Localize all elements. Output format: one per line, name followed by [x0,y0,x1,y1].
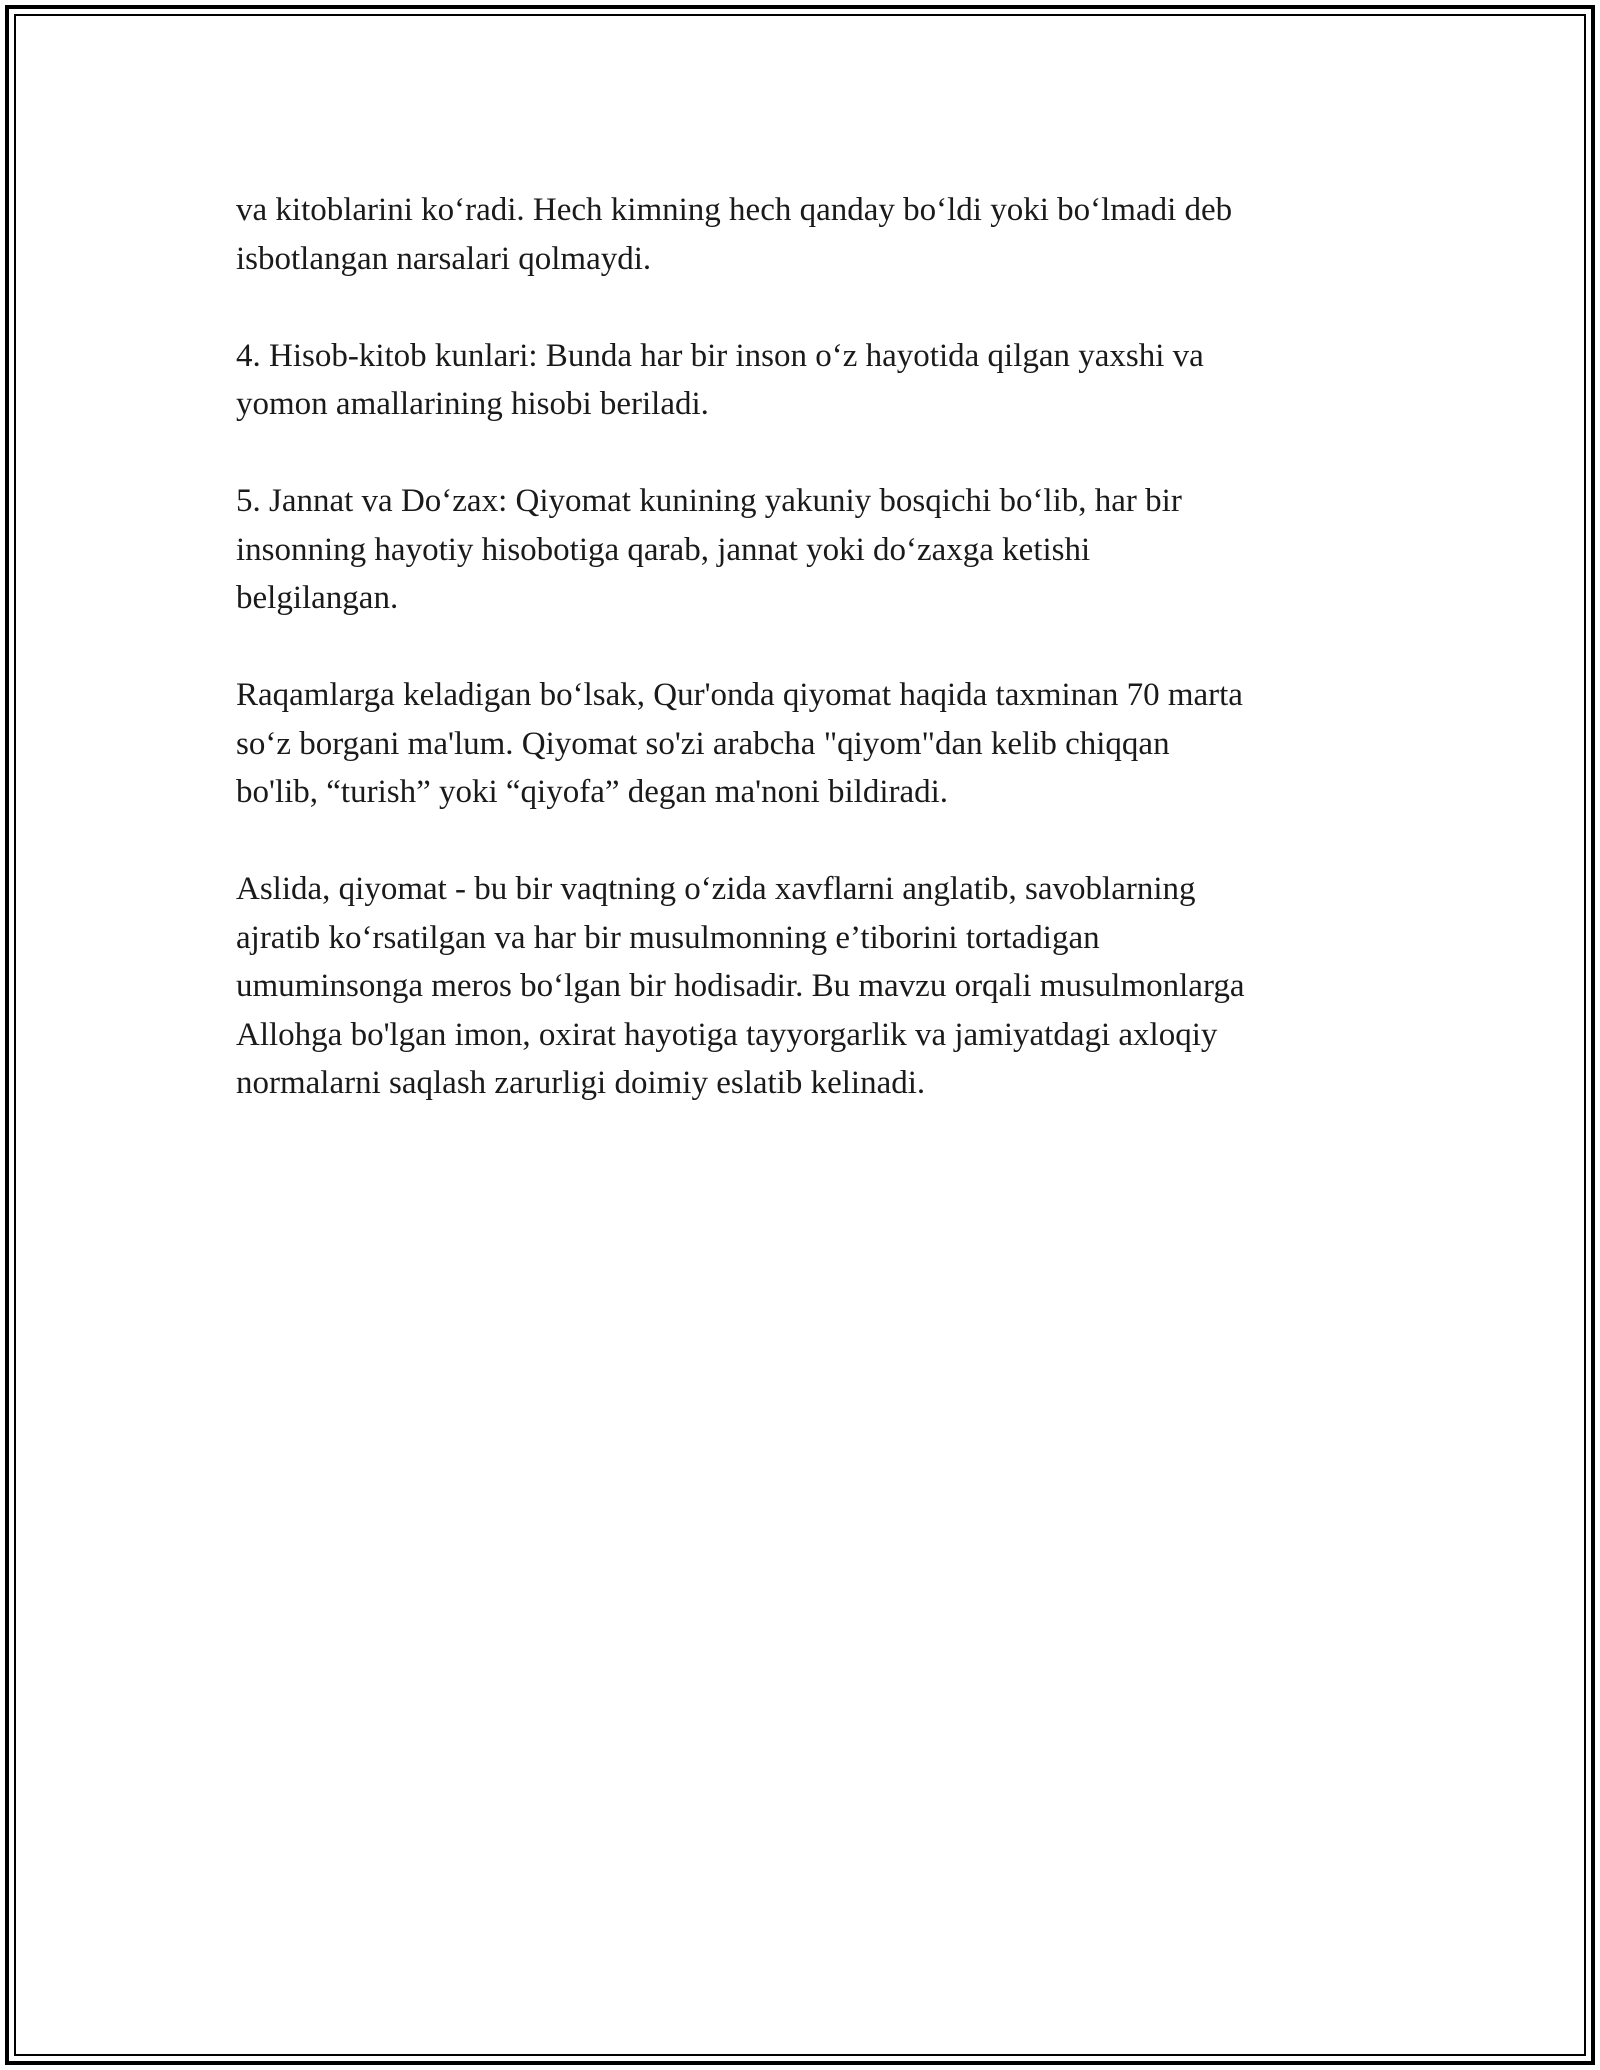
text-line: Aslida, qiyomat - bu bir vaqtning o‘zida xavflarni anglatib, savoblarning [236,871,1196,907]
text-line: normalarni saqlash zarurligi doimiy eslatib kelinadi. [236,1065,926,1101]
text-line: belgilangan. [236,580,399,616]
paragraph-item-5 [236,477,1386,623]
paragraph-numbers [236,671,1386,817]
document-body [236,186,1386,1156]
text-line: Raqamlarga keladigan bo‘lsak, Qur'onda qiyomat haqida taxminan 70 marta [236,677,1243,713]
paragraph-item-4 [236,332,1386,429]
text-line: isbotlangan narsalari qolmaydi. [236,240,652,277]
paragraph-conclusion [236,865,1386,1108]
text-line: Allohga bo'lgan imon, oxirat hayotiga tayyorgarlik va jamiyatdagi axloqiy [236,1016,1218,1053]
text-line: yomon amallarining hisobi beriladi. [236,386,709,422]
text-line: ajratib ko‘rsatilgan va har bir musulmonning e’tiborini tortadigan [236,919,1100,956]
paragraph-continuation [236,186,1386,283]
text-line: insonning hayotiy hisobotiga qarab, jannat yoki do‘zaxga ketishi [236,531,1091,568]
text-line: va kitoblarini ko‘radi. Hech kimning hech qanday bo‘ldi yoki bo‘lmadi deb [236,192,1233,228]
text-line: 5. Jannat va Do‘zax: Qiyomat kunining yakuniy bosqichi bo‘lib, har bir [236,483,1182,519]
text-line: so‘z borgani ma'lum. Qiyomat so'zi arabcha "qiyom"dan kelib chiqqan [236,725,1170,762]
text-line: umuminsonga meros bo‘lgan bir hodisadir. Bu mavzu orqali musulmonlarga [236,968,1245,1004]
text-line: bo'lib, “turish” yoki “qiyofa” degan ma'noni bildiradi. [236,774,949,810]
text-line: 4. Hisob-kitob kunlari: Bunda har bir inson o‘z hayotida qilgan yaxshi va [236,337,1204,374]
